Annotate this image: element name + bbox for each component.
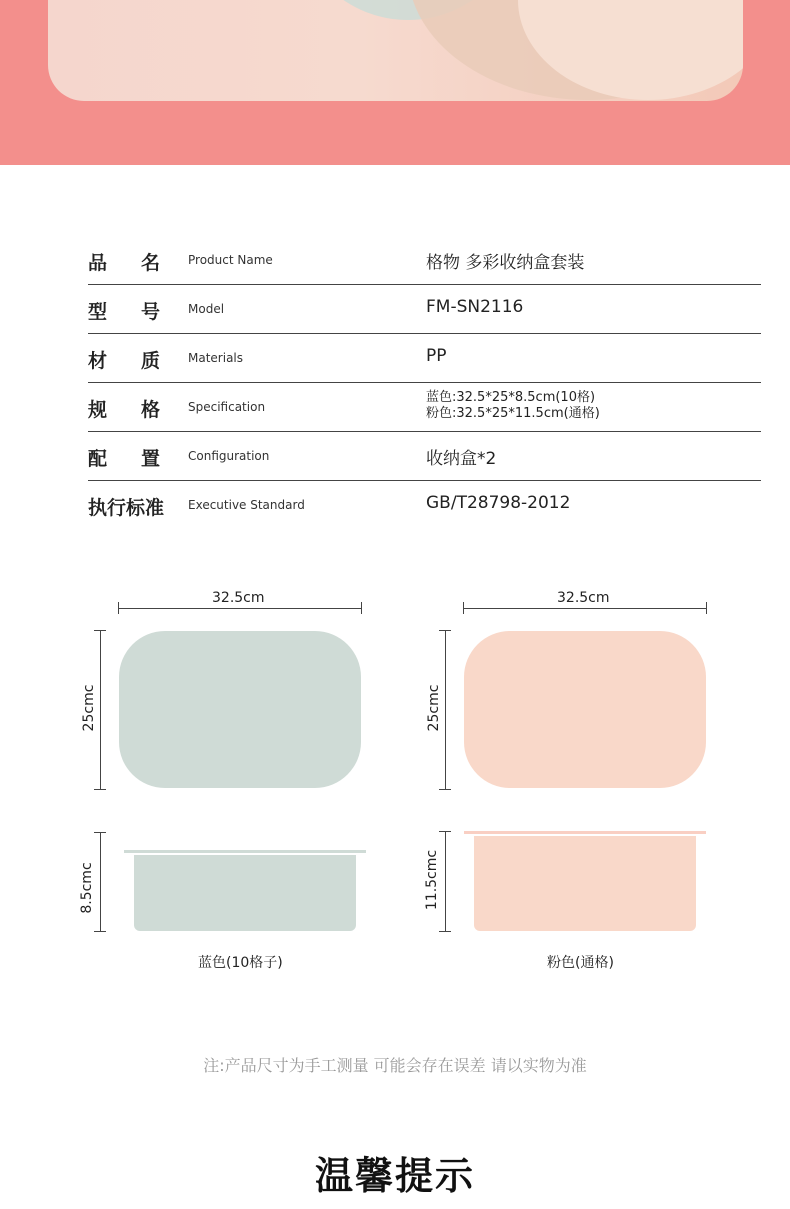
spec-cn-label: 配 置 (88, 448, 160, 470)
blue-depth-tick-top (94, 630, 106, 631)
spec-en-label: Materials (188, 351, 244, 365)
spec-row-specification (88, 383, 761, 432)
spec-value (426, 390, 600, 422)
spec-value: 格物 多彩收纳盒套装 (426, 253, 585, 273)
blue-box-top-view (119, 631, 361, 788)
spec-value: PP (426, 346, 447, 366)
pink-height-tick-top (439, 831, 451, 832)
spec-table (88, 236, 761, 529)
blue-depth-line (100, 630, 101, 790)
blue-width-line (118, 608, 362, 609)
spec-value-line-pink: 粉色:32.5*25*11.5cm(通格) (426, 406, 600, 421)
pink-height-label: 11.5cmc (424, 849, 440, 911)
blue-depth-tick-bottom (94, 789, 106, 790)
spec-en-label: Executive Standard (188, 498, 305, 512)
spec-cn-label: 执行标准 (88, 497, 165, 519)
spec-cn-label: 品 名 (88, 252, 160, 274)
pink-depth-tick-bottom (439, 789, 451, 790)
spec-row-configuration (88, 432, 761, 481)
warm-tips-title: 温馨提示 (314, 1154, 475, 1198)
pink-depth-label: 25cmc (426, 684, 442, 732)
blue-width-tick-right (361, 602, 362, 614)
blue-box-side-view (134, 855, 356, 931)
spec-en-label: Specification (188, 400, 266, 414)
blue-depth-label: 25cmc (81, 684, 97, 732)
blue-caption: 蓝色(10格子) (198, 955, 283, 971)
spec-en-label: Product Name (188, 253, 273, 267)
pink-width-tick-left (463, 602, 464, 614)
spec-row-model (88, 285, 761, 334)
spec-en-label: Configuration (188, 449, 270, 463)
blue-height-tick-bottom (94, 931, 106, 932)
blue-width-tick-left (118, 602, 119, 614)
pink-width-line (463, 608, 707, 609)
measurement-note: 注:产品尺寸为手工测量 可能会存在误差 请以实物为准 (203, 1056, 587, 1075)
pink-width-tick-right (706, 602, 707, 614)
spec-row-materials (88, 334, 761, 383)
spec-cn-label: 材 质 (88, 350, 160, 372)
blue-height-line (100, 832, 101, 932)
pink-depth-tick-top (439, 630, 451, 631)
pink-width-label: 32.5cm (557, 590, 610, 606)
pink-box-lid-edge (464, 831, 706, 834)
spec-value-line-blue: 蓝色:32.5*25*8.5cm(10格) (426, 390, 596, 405)
spec-value: GB/T28798-2012 (426, 493, 571, 513)
blue-height-label: 8.5cmc (79, 862, 95, 914)
blue-height-tick-top (94, 832, 106, 833)
pink-depth-line (445, 630, 446, 790)
spec-row-executive-standard (88, 481, 761, 529)
pink-height-line (445, 831, 446, 932)
hero-banner (0, 0, 790, 165)
spec-value: FM-SN2116 (426, 297, 524, 317)
pink-caption: 粉色(通格) (547, 955, 614, 971)
spec-row-product-name (88, 236, 761, 285)
spec-value: 收纳盒*2 (426, 449, 497, 469)
spec-cn-label: 规 格 (88, 399, 160, 421)
pink-box-side-view (474, 836, 696, 931)
pink-height-tick-bottom (439, 931, 451, 932)
spec-cn-label: 型 号 (88, 301, 160, 323)
blue-box-lid-edge (124, 850, 366, 853)
pink-box-top-view (464, 631, 706, 788)
hero-product-image (48, 0, 743, 101)
blue-width-label: 32.5cm (212, 590, 265, 606)
spec-en-label: Model (188, 302, 225, 316)
